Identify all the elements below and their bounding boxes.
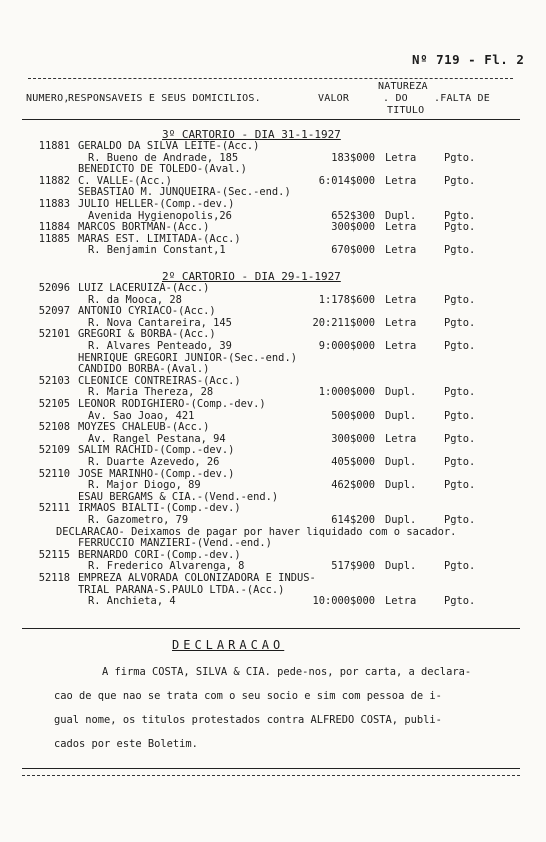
entry-valor: 614$200 <box>331 514 375 526</box>
entry-number: 52111 <box>38 502 70 515</box>
entry-name: TRIAL PARANA-S.PAULO LTDA.-(Acc.) <box>78 583 285 596</box>
entry-falta: Pgto. <box>444 409 476 422</box>
entry-number: 52101 <box>38 328 70 341</box>
header-rule <box>22 119 520 120</box>
entry-row <box>0 198 546 210</box>
entry-name: LUIZ LACERUIZA-(Acc.) <box>78 282 210 294</box>
entry-natureza: Dupl. <box>385 456 417 468</box>
entry-falta: Pgto. <box>444 209 476 222</box>
entry-natureza: Letra <box>385 151 417 164</box>
entry-row <box>0 152 546 164</box>
entry-natureza: Letra <box>385 244 417 257</box>
entry-row <box>0 572 546 584</box>
entry-row <box>0 175 546 187</box>
entry-row <box>0 186 546 198</box>
entry-row <box>0 560 546 572</box>
entry-natureza: Dupl. <box>385 560 417 573</box>
entry-natureza: Dupl. <box>385 479 417 492</box>
entry-valor: 462$000 <box>331 479 375 492</box>
entry-falta: Pgto. <box>444 560 476 573</box>
entry-number: 52108 <box>38 421 70 434</box>
entry-name: GREGORI & BORBA-(Acc.) <box>78 328 216 341</box>
entry-row <box>0 210 546 222</box>
entry-row <box>0 294 546 306</box>
entry-name: FERRUCCIO MANZIERI-(Vend.-end.) <box>78 537 272 550</box>
entry-name: GERALDO DA SILVA LEITE-(Acc.) <box>78 140 260 152</box>
entry-row <box>0 491 546 503</box>
entry-name: C. VALLE-(Acc.) <box>78 174 172 187</box>
entry-address: R. Maria Thereza, 28 <box>88 386 214 399</box>
bottom-rule <box>22 628 520 629</box>
entry-address: R. Benjamin Constant,1 <box>88 244 226 257</box>
entry-name: MARCOS BORTMAN-(Acc.) <box>78 221 210 234</box>
entry-row <box>0 526 546 538</box>
column-header-natureza: NATUREZA <box>378 81 428 92</box>
entry-row <box>0 305 546 317</box>
entry-name: EMPREZA ALVORADA COLONIZADORA E INDUS- <box>78 572 316 584</box>
footer-rule-dashed <box>22 775 520 776</box>
declaration-line: gual nome, os titulos protestados contra ALFREDO COSTA, publi- <box>54 714 442 726</box>
entry-valor: 183$000 <box>331 151 375 164</box>
section-title: 3º CARTORIO - DIA 31-1-1927 <box>162 128 341 141</box>
entry-falta: Pgto. <box>444 151 476 164</box>
entry-falta: Pgto. <box>444 514 476 526</box>
entry-falta: Pgto. <box>444 479 476 492</box>
entry-name: BENEDICTO DE TOLEDO-(Aval.) <box>78 163 247 176</box>
entry-address: Av. Sao Joao, 421 <box>88 409 195 422</box>
entry-row <box>0 317 546 329</box>
entry-name: MARAS EST. LIMITADA-(Acc.) <box>78 232 241 245</box>
entry-natureza: Dupl. <box>385 409 417 422</box>
entry-row <box>0 140 546 152</box>
footer-rule <box>22 768 520 769</box>
entry-row <box>0 340 546 352</box>
entry-address: R. Gazometro, 79 <box>88 514 189 526</box>
column-header-numero: NUMERO, <box>26 93 70 104</box>
entry-falta: Pgto. <box>444 340 476 352</box>
entry-natureza: Dupl. <box>385 514 417 526</box>
entry-name: BERNARDO CORI-(Comp.-dev.) <box>78 548 241 561</box>
entry-falta: Pgto. <box>444 595 476 608</box>
entry-valor: 300$000 <box>331 432 375 445</box>
entry-number: 11881 <box>38 140 70 152</box>
column-header-titulo: TITULO <box>387 105 425 116</box>
entry-name: MOYZES CHALEUB-(Acc.) <box>78 421 210 434</box>
entry-name: LEONOR RODIGHIERO-(Comp.-dev.) <box>78 398 266 410</box>
section-title: 2º CARTORIO - DIA 29-1-1927 <box>162 270 341 283</box>
entry-number: 52115 <box>38 548 70 561</box>
entry-name: CLEONICE CONTREIRAS-(Acc.) <box>78 374 241 387</box>
entry-natureza: Dupl. <box>385 386 417 399</box>
entry-valor: 500$000 <box>331 409 375 422</box>
entry-natureza: Dupl. <box>385 209 417 222</box>
entry-number: 11884 <box>38 221 70 234</box>
column-header-responsaveis: RESPONSAVEIS E SEUS DOMICILIOS. <box>68 93 261 104</box>
entry-row <box>0 386 546 398</box>
entry-row <box>0 221 546 233</box>
entry-natureza: Letra <box>385 221 417 234</box>
entry-row <box>0 584 546 596</box>
entry-address: R. da Mooca, 28 <box>88 293 182 306</box>
entry-address: R. Major Diogo, 89 <box>88 479 201 492</box>
declaration-line: A firma COSTA, SILVA & CIA. pede-nos, por carta, a declara- <box>102 666 472 678</box>
entry-row <box>0 479 546 491</box>
column-header-do: . DO <box>383 93 408 104</box>
entry-row <box>0 444 546 456</box>
entry-row <box>0 352 546 364</box>
entry-row <box>0 456 546 468</box>
entry-row <box>0 163 546 175</box>
entry-name: HENRIQUE GREGORI JUNIOR-(Sec.-end.) <box>78 351 297 364</box>
entry-natureza: Letra <box>385 174 417 187</box>
entry-falta: Pgto. <box>444 293 476 306</box>
entry-row <box>0 244 546 256</box>
entry-valor: 517$900 <box>331 560 375 573</box>
entry-row <box>0 375 546 387</box>
entry-address: R. Alvares Penteado, 39 <box>88 340 232 352</box>
entry-name: CANDIDO BORBA-(Aval.) <box>78 363 210 376</box>
entry-valor: 20:211$000 <box>312 316 375 329</box>
entry-valor: 652$300 <box>331 209 375 222</box>
entry-natureza: Letra <box>385 293 417 306</box>
entry-row <box>0 421 546 433</box>
entry-falta: Pgto. <box>444 174 476 187</box>
entry-row <box>0 410 546 422</box>
column-header-valor: VALOR <box>318 93 350 104</box>
entry-row <box>0 363 546 375</box>
entry-number: 11885 <box>38 232 70 245</box>
entry-valor: 10:000$000 <box>312 595 375 608</box>
entry-natureza: Letra <box>385 595 417 608</box>
entry-row <box>0 549 546 561</box>
declaration-title: DECLARACAO <box>172 638 285 652</box>
entry-valor: 300$000 <box>331 221 375 234</box>
entry-valor: 9:000$000 <box>318 340 375 352</box>
declaration-line: cao de que nao se trata com o seu socio e sim com pessoa de i- <box>54 690 442 702</box>
entry-row <box>0 233 546 245</box>
entry-number: 52110 <box>38 467 70 480</box>
entry-valor: 1:000$000 <box>318 386 375 399</box>
page-number: Nº 719 - Fl. 2 <box>412 52 525 67</box>
entry-row <box>0 468 546 480</box>
entry-address: R. Nova Cantareira, 145 <box>88 316 232 329</box>
entry-name: SEBASTIAO M. JUNQUEIRA-(Sec.-end.) <box>78 186 291 199</box>
entry-row <box>0 514 546 526</box>
entry-address: R. Anchieta, 4 <box>88 595 176 608</box>
entry-valor: 670$000 <box>331 244 375 257</box>
entry-row <box>0 595 546 607</box>
entry-number: 52096 <box>38 282 70 294</box>
entry-name: IRMAOS BIALTI-(Comp.-dev.) <box>78 502 241 515</box>
entry-natureza: Letra <box>385 432 417 445</box>
entry-number: 52097 <box>38 305 70 318</box>
entry-declaration: DECLARACAO- Deixamos de pagar por haver liquidado com o sacador. <box>56 525 457 538</box>
entry-valor: 6:014$000 <box>318 174 375 187</box>
entry-valor: 405$000 <box>331 456 375 468</box>
entry-falta: Pgto. <box>444 316 476 329</box>
entry-number: 52105 <box>38 398 70 410</box>
entry-number: 11883 <box>38 198 70 210</box>
declaration-line: cados por este Boletim. <box>54 738 198 750</box>
entry-row <box>0 433 546 445</box>
entry-row <box>0 282 546 294</box>
entry-falta: Pgto. <box>444 386 476 399</box>
entry-name: JULIO HELLER-(Comp.-dev.) <box>78 198 235 210</box>
entry-address: Avenida Hygienopolis,26 <box>88 209 232 222</box>
entry-number: 52109 <box>38 444 70 457</box>
entry-natureza: Letra <box>385 316 417 329</box>
entry-natureza: Letra <box>385 340 417 352</box>
entry-name: JOSE MARINHO-(Comp.-dev.) <box>78 467 235 480</box>
entry-row <box>0 537 546 549</box>
entry-falta: Pgto. <box>444 244 476 257</box>
entry-row <box>0 502 546 514</box>
entry-address: R. Frederico Alvarenga, 8 <box>88 560 245 573</box>
entry-name: SALIM RACHID-(Comp.-dev.) <box>78 444 235 457</box>
entry-valor: 1:178$600 <box>318 293 375 306</box>
entry-number: 11882 <box>38 174 70 187</box>
entry-name: ANTONIO CYRIACO-(Acc.) <box>78 305 216 318</box>
entry-address: Av. Rangel Pestana, 94 <box>88 432 226 445</box>
entry-address: R. Bueno de Andrade, 185 <box>88 151 239 164</box>
entry-number: 52118 <box>38 572 70 584</box>
entry-falta: Pgto. <box>444 456 476 468</box>
entry-number: 52103 <box>38 374 70 387</box>
column-header-falta: .FALTA DE <box>434 93 490 104</box>
entry-address: R. Duarte Azevedo, 26 <box>88 456 220 468</box>
entry-name: ESAU BERGAMS & CIA.-(Vend.-end.) <box>78 490 279 503</box>
top-rule <box>28 78 513 79</box>
entry-falta: Pgto. <box>444 221 476 234</box>
entry-row <box>0 398 546 410</box>
entry-row <box>0 328 546 340</box>
entry-falta: Pgto. <box>444 432 476 445</box>
